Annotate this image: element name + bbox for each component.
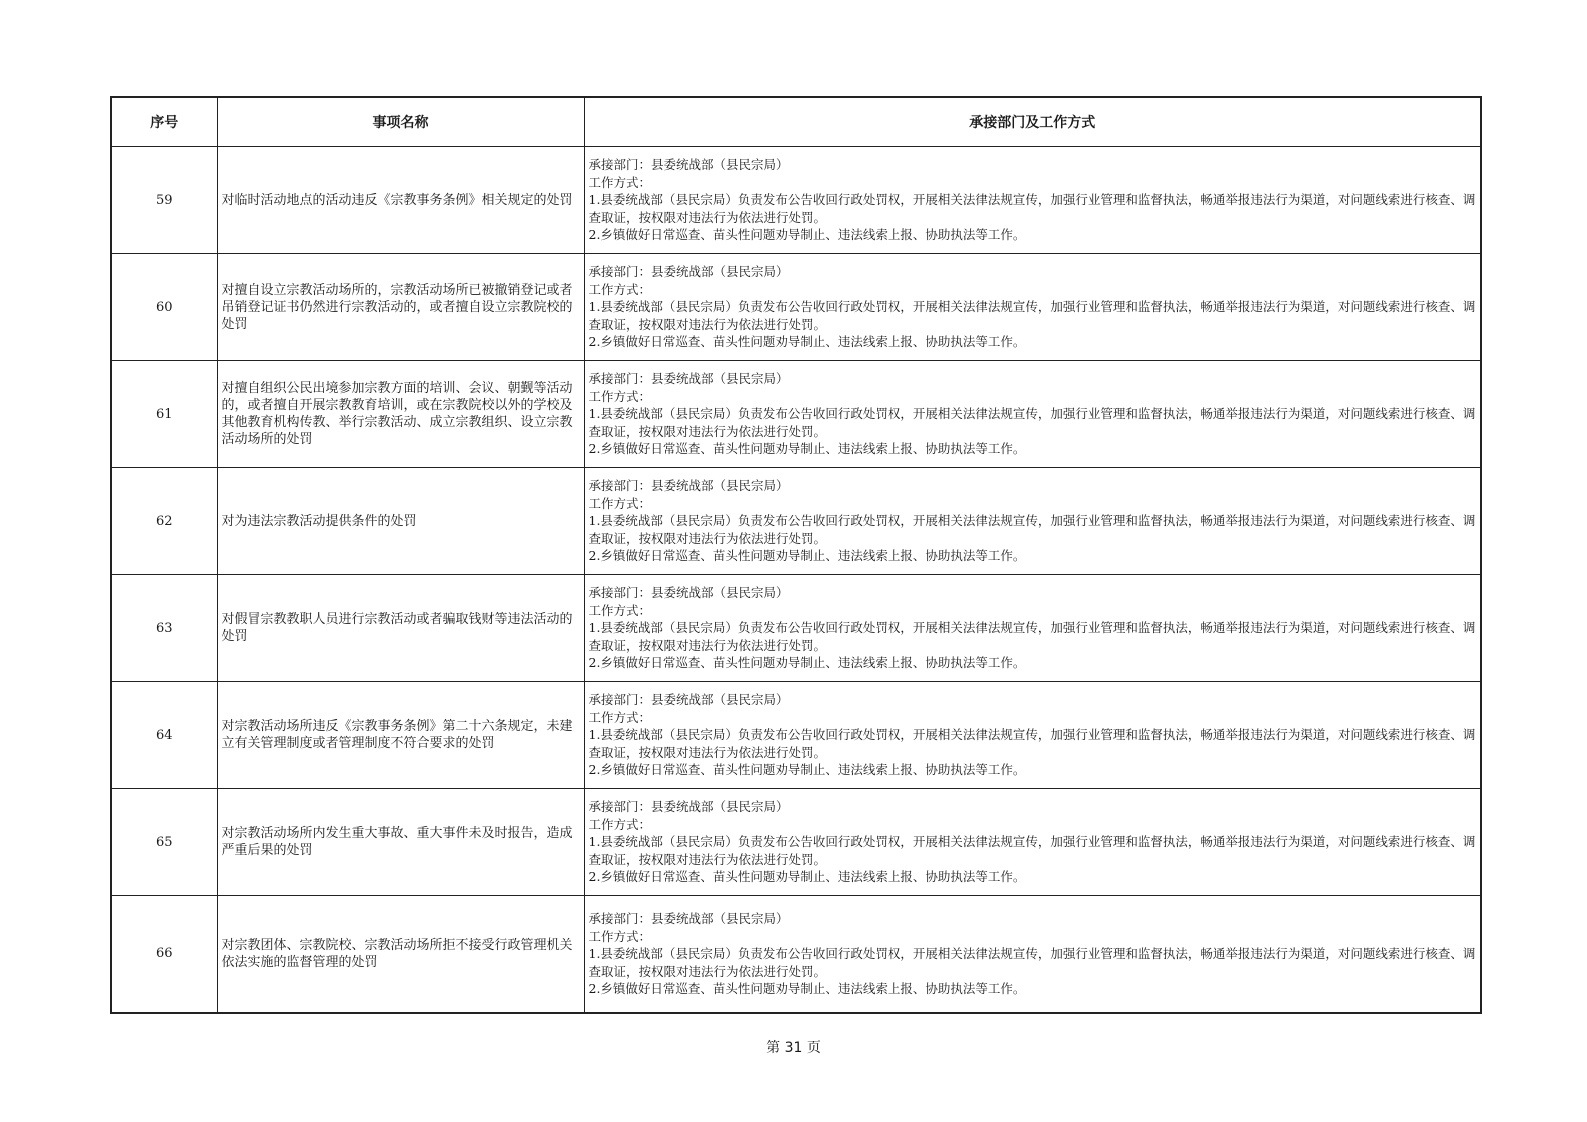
- method-item-2: 2.乡镇做好日常巡查、苗头性问题劝导制止、违法线索上报、协助执法等工作。: [588, 655, 1026, 671]
- method-item-2: 2.乡镇做好日常巡查、苗头性问题劝导制止、违法线索上报、协助执法等工作。: [588, 548, 1026, 564]
- method-item-1: 1.县委统战部（县民宗局）负责发布公告收回行政处罚权，开展相关法律法规宣传，加强行业管理和监督执法，畅通举报违法行为渠道，对问题线索进行核查、调查取证，按权限对违法行为依法进行处罚。: [588, 513, 1476, 546]
- department-line: 承接部门：县委统战部（县民宗局）: [588, 371, 789, 387]
- method-label: 工作方式：: [588, 495, 652, 511]
- responsibility-table: [110, 96, 1482, 1014]
- table-row: [111, 896, 1481, 1013]
- serial-number: 62: [111, 468, 217, 575]
- method-item-2: 2.乡镇做好日常巡查、苗头性问题劝导制止、违法线索上报、协助执法等工作。: [588, 869, 1026, 885]
- serial-number: 66: [111, 896, 217, 1013]
- department-and-method: [584, 361, 1481, 468]
- page-number: 第 31 页: [766, 1040, 821, 1056]
- serial-number: 59: [111, 147, 217, 254]
- department-line: 承接部门：县委统战部（县民宗局）: [588, 478, 789, 494]
- table-row: [111, 789, 1481, 896]
- method-item-1: 1.县委统战部（县民宗局）负责发布公告收回行政处罚权，开展相关法律法规宣传，加强行业管理和监督执法，畅通举报违法行为渠道，对问题线索进行核查、调查取证，按权限对违法行为依法进行处罚。: [588, 946, 1476, 979]
- table-row: [111, 682, 1481, 789]
- header-item-name: 事项名称: [217, 97, 584, 147]
- header-serial-number: 序号: [111, 97, 217, 147]
- header-department-and-method: 承接部门及工作方式: [584, 97, 1481, 147]
- method-label: 工作方式：: [588, 709, 652, 725]
- table-row: [111, 254, 1481, 361]
- method-item-2: 2.乡镇做好日常巡查、苗头性问题劝导制止、违法线索上报、协助执法等工作。: [588, 227, 1026, 243]
- item-name: 对宗教活动场所内发生重大事故、重大事件未及时报告，造成严重后果的处罚: [217, 789, 584, 896]
- department-and-method: [584, 789, 1481, 896]
- method-item-1: 1.县委统战部（县民宗局）负责发布公告收回行政处罚权，开展相关法律法规宣传，加强行业管理和监督执法，畅通举报违法行为渠道，对问题线索进行核查、调查取证，按权限对违法行为依法进行处罚。: [588, 406, 1476, 439]
- department-and-method: [584, 254, 1481, 361]
- department-line: 承接部门：县委统战部（县民宗局）: [588, 911, 789, 926]
- department-and-method: [584, 468, 1481, 575]
- department-line: 承接部门：县委统战部（县民宗局）: [588, 264, 789, 280]
- department-line: 承接部门：县委统战部（县民宗局）: [588, 799, 789, 815]
- method-item-2: 2.乡镇做好日常巡查、苗头性问题劝导制止、违法线索上报、协助执法等工作。: [588, 762, 1026, 778]
- item-name: 对擅自组织公民出境参加宗教方面的培训、会议、朝觐等活动的，或者擅自开展宗教教育培训，或在宗教院校以外的学校及其他教育机构传教、举行宗教活动、成立宗教组织、设立宗教活动场所的处罚: [217, 361, 584, 468]
- serial-number: 64: [111, 682, 217, 789]
- method-item-2: 2.乡镇做好日常巡查、苗头性问题劝导制止、违法线索上报、协助执法等工作。: [588, 441, 1026, 457]
- table-row: [111, 361, 1481, 468]
- serial-number: 60: [111, 254, 217, 361]
- method-item-1: 1.县委统战部（县民宗局）负责发布公告收回行政处罚权，开展相关法律法规宣传，加强行业管理和监督执法，畅通举报违法行为渠道，对问题线索进行核查、调查取证，按权限对违法行为依法进行处罚。: [588, 727, 1476, 760]
- method-label: 工作方式：: [588, 928, 652, 944]
- department-line: 承接部门：县委统战部（县民宗局）: [588, 692, 789, 708]
- department-and-method: [584, 575, 1481, 682]
- item-name: 对假冒宗教教职人员进行宗教活动或者骗取钱财等违法活动的处罚: [217, 575, 584, 682]
- serial-number: 61: [111, 361, 217, 468]
- table-row: [111, 468, 1481, 575]
- serial-number: 63: [111, 575, 217, 682]
- item-name: 对擅自设立宗教活动场所的，宗教活动场所已被撤销登记或者吊销登记证书仍然进行宗教活动的，或者擅自设立宗教院校的处罚: [217, 254, 584, 361]
- method-item-1: 1.县委统战部（县民宗局）负责发布公告收回行政处罚权，开展相关法律法规宣传，加强行业管理和监督执法，畅通举报违法行为渠道，对问题线索进行核查、调查取证，按权限对违法行为依法进行处罚。: [588, 192, 1476, 225]
- method-item-2: 2.乡镇做好日常巡查、苗头性问题劝导制止、违法线索上报、协助执法等工作。: [588, 334, 1026, 350]
- method-label: 工作方式：: [588, 388, 652, 404]
- method-label: 工作方式：: [588, 174, 652, 190]
- department-and-method: [584, 147, 1481, 254]
- method-item-1: 1.县委统战部（县民宗局）负责发布公告收回行政处罚权，开展相关法律法规宣传，加强行业管理和监督执法，畅通举报违法行为渠道，对问题线索进行核查、调查取证，按权限对违法行为依法进行处罚。: [588, 299, 1476, 332]
- department-line: 承接部门：县委统战部（县民宗局）: [588, 157, 789, 173]
- item-name: 对宗教团体、宗教院校、宗教活动场所拒不接受行政管理机关依法实施的监督管理的处罚: [217, 896, 584, 1013]
- department-and-method: [584, 896, 1481, 1013]
- department-and-method: [584, 682, 1481, 789]
- method-item-2: 2.乡镇做好日常巡查、苗头性问题劝导制止、违法线索上报、协助执法等工作。: [588, 981, 1026, 996]
- table-row: [111, 147, 1481, 254]
- item-name: 对临时活动地点的活动违反《宗教事务条例》相关规定的处罚: [217, 147, 584, 254]
- serial-number: 65: [111, 789, 217, 896]
- table-row: [111, 575, 1481, 682]
- item-name: 对为违法宗教活动提供条件的处罚: [217, 468, 584, 575]
- department-line: 承接部门：县委统战部（县民宗局）: [588, 585, 789, 601]
- method-label: 工作方式：: [588, 281, 652, 297]
- table-header-row: [111, 97, 1481, 147]
- item-name: 对宗教活动场所违反《宗教事务条例》第二十六条规定，未建立有关管理制度或者管理制度不符合要求的处罚: [217, 682, 584, 789]
- method-item-1: 1.县委统战部（县民宗局）负责发布公告收回行政处罚权，开展相关法律法规宣传，加强行业管理和监督执法，畅通举报违法行为渠道，对问题线索进行核查、调查取证，按权限对违法行为依法进行处罚。: [588, 620, 1476, 653]
- method-label: 工作方式：: [588, 816, 652, 832]
- method-label: 工作方式：: [588, 602, 652, 618]
- method-item-1: 1.县委统战部（县民宗局）负责发布公告收回行政处罚权，开展相关法律法规宣传，加强行业管理和监督执法，畅通举报违法行为渠道，对问题线索进行核查、调查取证，按权限对违法行为依法进行处罚。: [588, 834, 1476, 867]
